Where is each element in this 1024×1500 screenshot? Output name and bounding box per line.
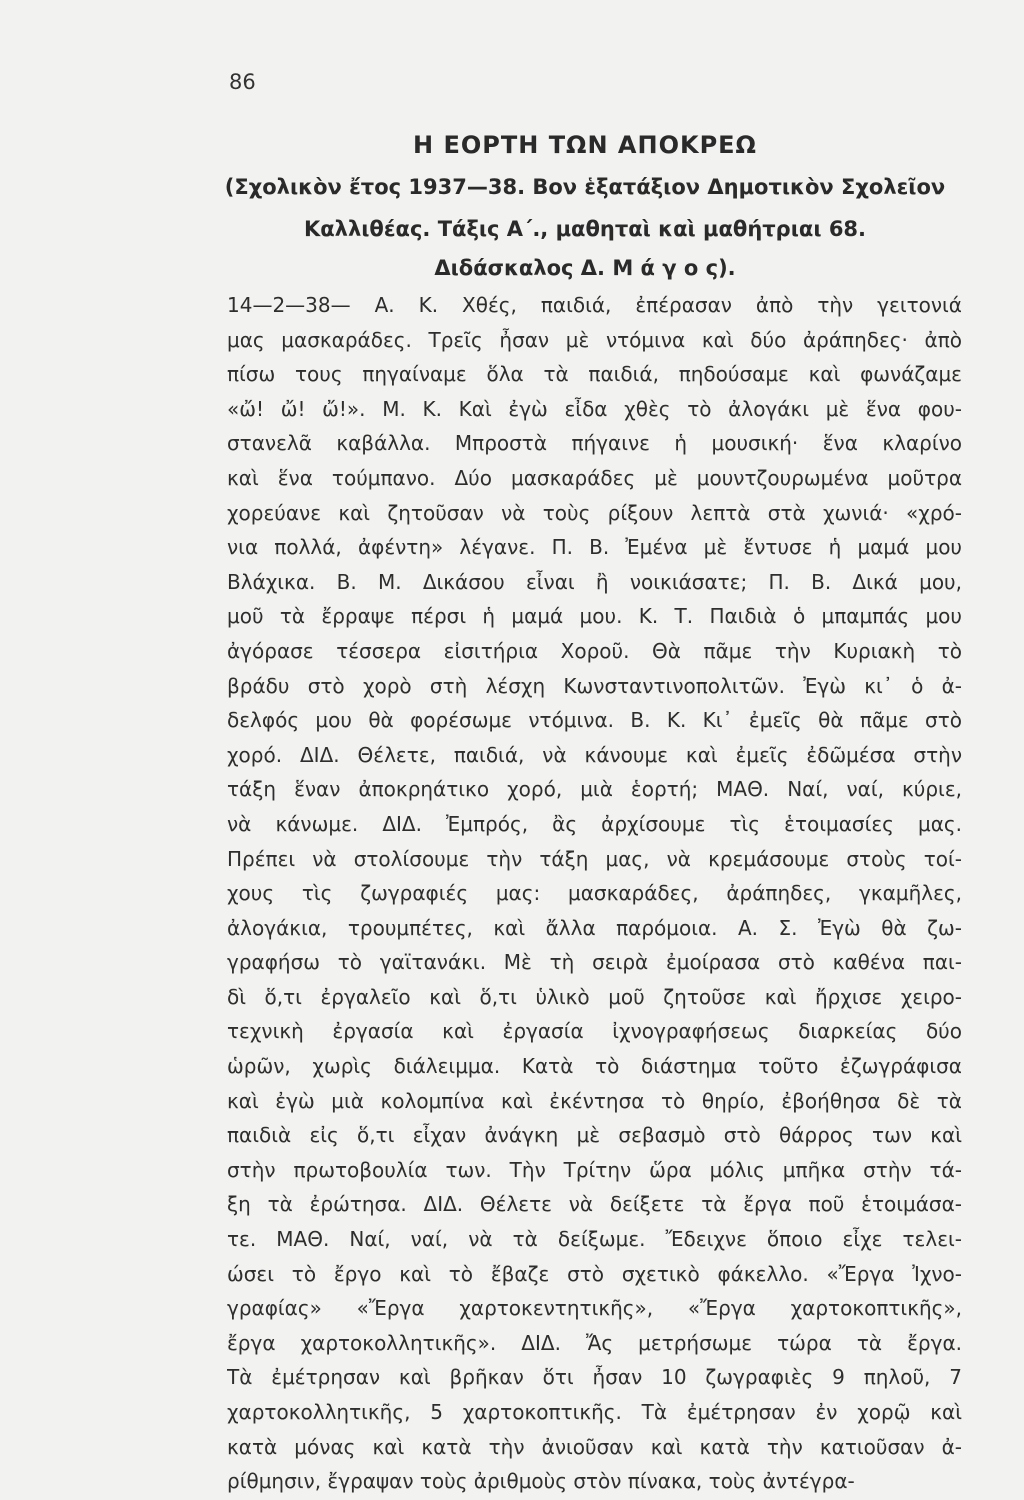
text-line: τεχνικὴ ἐργασία καὶ ἐργασία ἰχνογραφήσεως διαρκείας δύο xyxy=(227,1019,962,1044)
text-line: ἔργα χαρτοκολλητικῆς». ΔΙΔ. Ἄς μετρήσωμε τώρα τὰ ἔργα. xyxy=(227,1330,962,1355)
page-number: 86 xyxy=(229,70,256,94)
text-line: ρίθμησιν, ἔγραψαν τοὺς ἀριθμοὺς στὸν πίνακα, τοὺς ἀντέγρα- xyxy=(227,1469,855,1494)
text-line: ξη τὰ ἐρώτησα. ΔΙΔ. Θέλετε νὰ δείξετε τὰ ἔργα ποῦ ἑτοιμάσα- xyxy=(227,1192,962,1217)
text-line: χορό. ΔΙΔ. Θέλετε, παιδιά, νὰ κάνουμε καὶ ἐμεῖς ἐδῶμέσα στὴν xyxy=(227,742,962,767)
text-line: μας μασκαράδες. Τρεῖς ἦσαν μὲ ντόμινα καὶ δύο ἀράπηδες· ἀπὸ xyxy=(227,327,962,352)
text-line: δὶ ὅ,τι ἐργαλεῖο καὶ ὅ,τι ὑλικὸ μοῦ ζητοῦσε καὶ ἤρχισε χειρο- xyxy=(227,984,962,1009)
text-line: τάξη ἕναν ἀποκρηάτικο χορό, μιὰ ἑορτή; ΜΑΘ. Ναί, ναί, κύριε, xyxy=(227,777,962,802)
text-line: χορεύανε καὶ ζητοῦσαν νὰ τοὺς ρίξουν λεπτὰ στὰ χωνιά· «χρό- xyxy=(227,500,962,525)
text-line: ώσει τὸ ἔργο καὶ τὸ ἔβαζε στὸ σχετικὸ φάκελλο. «Ἔργα Ἰχνο- xyxy=(227,1261,962,1286)
text-line: Τὰ ἐμέτρησαν καὶ βρῆκαν ὅτι ἦσαν 10 ζωγραφιὲς 9 πηλοῦ, 7 xyxy=(227,1365,962,1390)
text-line: χαρτοκολλητικῆς, 5 χαρτοκοπτικῆς. Τὰ ἐμέτρησαν ἐν χορῷ καὶ xyxy=(227,1400,962,1424)
text-line: καὶ ἕνα τούμπανο. Δύο μασκαράδες μὲ μουντζουρωμένα μοῦτρα xyxy=(227,465,962,490)
text-line: Βλάχικα. Β. Μ. Δικάσου εἶναι ἢ νοικιάσατε; Π. Β. Δικά μου, xyxy=(227,569,962,594)
text-line: τε. ΜΑΘ. Ναί, ναί, νὰ τὰ δείξωμε. Ἔδειχνε ὅποιο εἶχε τελει- xyxy=(227,1227,962,1252)
text-line: μοῦ τὰ ἔρραψε πέρσι ἡ μαμά μου. Κ. Τ. Παιδιὰ ὁ μπαμπάς μου xyxy=(227,604,962,629)
body-text xyxy=(227,288,962,1499)
text-line: 14—2—38— Α. Κ. Χθές, παιδιά, ἐπέρασαν ἀπὸ τὴν γειτονιά xyxy=(227,293,962,317)
text-line: γραφίας» «Ἔργα χαρτοκεντητικῆς», «Ἔργα χαρτοκοπτικῆς», xyxy=(227,1296,962,1321)
article-subtitle-line-1: (Σχολικὸν ἔτος 1937—38. Βον ἑξατάξιον Δημοτικὸν Σχολεῖον xyxy=(224,175,946,199)
text-line: καὶ ἐγὼ μιὰ κολομπίνα καὶ ἐκέντησα τὸ θηρίο, ἐβοήθησα δὲ τὰ xyxy=(227,1088,962,1113)
text-line: ὡρῶν, χωρὶς διάλειμμα. Κατὰ τὸ διάστημα τοῦτο ἐζωγράφισα xyxy=(227,1054,962,1079)
text-line: ἀλογάκια, τρουμπέτες, καὶ ἄλλα παρόμοια. Α. Σ. Ἐγὼ θὰ ζω- xyxy=(227,915,962,940)
text-line: στανελᾶ καβάλλα. Μπροστὰ πήγαινε ἡ μουσική· ἕνα κλαρίνο xyxy=(227,431,962,456)
text-line: Πρέπει νὰ στολίσουμε τὴν τάξη μας, νὰ κρεμάσουμε στοὺς τοί- xyxy=(227,846,962,871)
article-subtitle-line-2: Καλλιθέας. Τάξις Α΄., μαθηταὶ καὶ μαθήτριαι 68. xyxy=(303,217,867,241)
text-line: νια πολλά, ἀφέντη» λέγανε. Π. Β. Ἐμένα μὲ ἔντυσε ἡ μαμά μου xyxy=(227,535,962,560)
text-line: «ὤ! ὤ! ὤ!». Μ. Κ. Καὶ ἐγὼ εἶδα χθὲς τὸ ἀλογάκι μὲ ἕνα φου- xyxy=(227,396,962,421)
text-line: χους τὶς ζωγραφιές μας: μασκαράδες, ἀράπηδες, γκαμῆλες, xyxy=(227,881,962,906)
text-line: δελφός μου θὰ φορέσωμε ντόμινα. Β. Κ. Κι᾽ ἐμεῖς θὰ πᾶμε στὸ xyxy=(227,708,962,733)
article-title: Η ΕΟΡΤΗ ΤΩΝ ΑΠΟΚΡΕΩ xyxy=(413,131,757,159)
text-line: γραφήσω τὸ γαϊτανάκι. Μὲ τὴ σειρὰ ἐμοίρασα στὸ καθένα παι- xyxy=(227,950,962,975)
article-subtitle-line-3: Διδάσκαλος Δ. Μ ά γ ο ς). xyxy=(434,256,736,280)
text-line: στὴν πρωτοβουλία των. Τὴν Τρίτην ὥρα μόλις μπῆκα στὴν τά- xyxy=(227,1157,962,1182)
text-line: κατὰ μόνας καὶ κατὰ τὴν ἀνιοῦσαν καὶ κατὰ τὴν κατιοῦσαν ἀ- xyxy=(227,1434,962,1459)
text-line: νὰ κάνωμε. ΔΙΔ. Ἐμπρός, ἂς ἀρχίσουμε τὶς ἑτοιμασίες μας. xyxy=(227,811,962,836)
text-line: παιδιὰ εἰς ὅ,τι εἶχαν ἀνάγκη μὲ σεβασμὸ στὸ θάρρος των καὶ xyxy=(227,1123,962,1148)
text-line: πίσω τους πηγαίναμε ὅλα τὰ παιδιά, πηδούσαμε καὶ φωνάζαμε xyxy=(227,362,962,387)
text-line: ἀγόρασε τέσσερα εἰσιτήρια Χοροῦ. Θὰ πᾶμε τὴν Κυριακὴ τὸ xyxy=(227,638,962,663)
text-line: βράδυ στὸ χορὸ στὴ λέσχη Κωνσταντινοπολιτῶν. Ἐγὼ κι᾽ ὁ ἀ- xyxy=(227,673,962,698)
